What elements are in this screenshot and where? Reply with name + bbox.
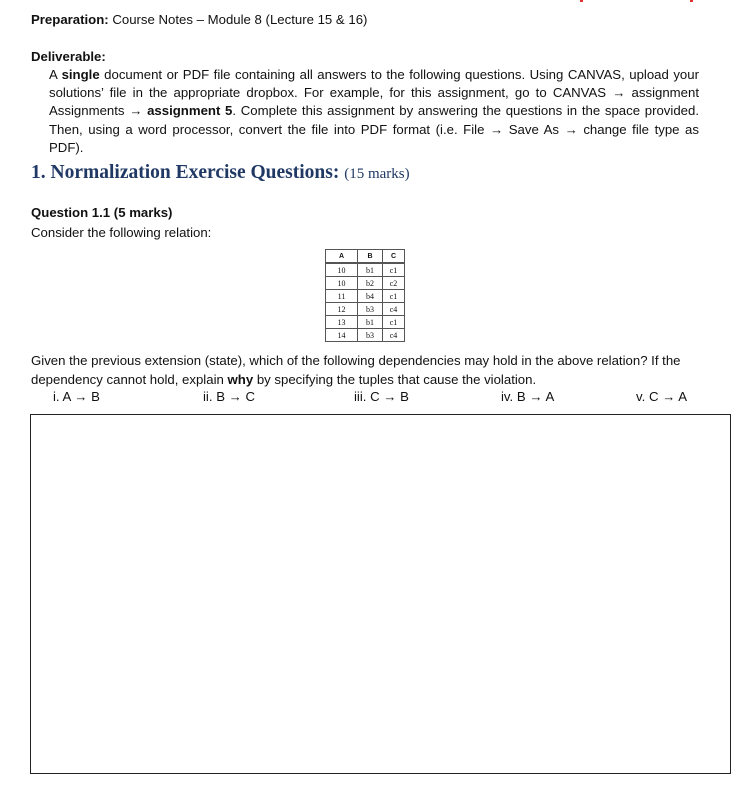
relation-table (325, 249, 405, 342)
table-cell: 14 (326, 329, 358, 342)
table-cell: c1 (383, 290, 405, 303)
deliverable-text: . Complete this assignment by answering the questions in the space provided. Then, using a word processor, convert the file into PDF format (i.e. File → Save As → change file type as PDF). (49, 103, 699, 155)
table-cell: 12 (326, 303, 358, 316)
table-cell: c4 (383, 303, 405, 316)
deliverable-bold: single (61, 67, 100, 82)
answer-box[interactable] (30, 414, 731, 774)
table-row (326, 277, 405, 290)
table-cell: c2 (383, 277, 405, 290)
dependency-item: i. A → B (53, 389, 100, 404)
deliverable-text: A (49, 67, 62, 82)
section-marks: (15 marks) (344, 166, 410, 182)
preparation-line (31, 12, 367, 27)
column-header: B (358, 250, 383, 264)
table-cell: c1 (383, 263, 405, 277)
given-text: by specifying the tuples that cause the violation. (253, 371, 537, 387)
deliverable-text: document or PDF file containing all answers to the following questions. Using CANVAS, upload your solutions’ file in the appropriate dropbox. For example, for this assignment, go to CANVAS → assignment Assignments → (49, 67, 699, 119)
section-title-text: 1. Normalization Exercise Questions: (31, 162, 340, 183)
section-title (31, 162, 410, 184)
deliverable-heading: Deliverable: (31, 49, 106, 64)
table-cell: c4 (383, 329, 405, 342)
dependency-item: iii. C → B (354, 389, 409, 404)
corner-mark (580, 0, 583, 2)
table-cell: b1 (358, 263, 383, 277)
table-cell: b2 (358, 277, 383, 290)
table-row (326, 290, 405, 303)
table-cell: 11 (326, 290, 358, 303)
dependency-item: iv. B → A (501, 389, 555, 404)
preparation-text: Course Notes – Module 8 (Lecture 15 & 16) (108, 12, 368, 27)
table-cell: 10 (326, 263, 358, 277)
table-row (326, 303, 405, 316)
given-text: Given the previous extension (state), which of the following dependencies may hold in the above relation? If the dependency cannot hold, explain (31, 353, 681, 387)
dependency-item: ii. B → C (203, 389, 256, 404)
deliverable-paragraph (49, 66, 699, 157)
table-row (326, 329, 405, 342)
table-cell: b3 (358, 303, 383, 316)
table-cell: b3 (358, 329, 383, 342)
question-lead: Consider the following relation: (31, 225, 212, 240)
table-cell: 13 (326, 316, 358, 329)
table-cell: 10 (326, 277, 358, 290)
table-cell: b4 (358, 290, 383, 303)
corner-mark (690, 0, 693, 2)
given-bold: why (227, 371, 254, 387)
question-title: Question 1.1 (5 marks) (31, 205, 173, 220)
deliverable-body (49, 66, 699, 157)
table-cell: b1 (358, 316, 383, 329)
table-row (326, 263, 405, 277)
table-row (326, 316, 405, 329)
preparation-label: Preparation: (31, 12, 109, 27)
dependency-item: v. C → A (636, 389, 688, 404)
column-header: C (383, 250, 405, 264)
column-header: A (326, 250, 358, 264)
given-paragraph (31, 352, 721, 389)
table-cell: c1 (383, 316, 405, 329)
deliverable-bold: assignment 5 (147, 103, 233, 119)
